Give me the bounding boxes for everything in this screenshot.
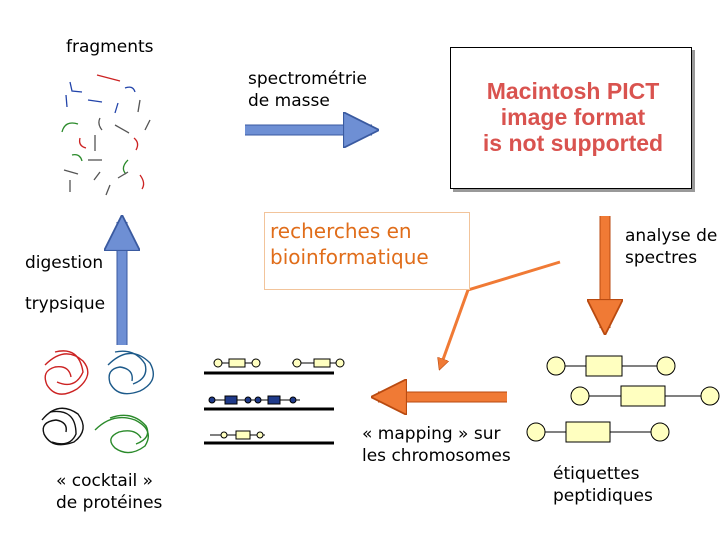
bioinformatics-label bbox=[270, 218, 429, 270]
pict-line-2: image format bbox=[500, 104, 646, 130]
cocktail-line-1: « cocktail » bbox=[56, 471, 154, 491]
fragments-label: fragments bbox=[66, 37, 154, 57]
trypsique-label: trypsique bbox=[25, 294, 106, 314]
pict-line-1: Macintosh PICT bbox=[486, 78, 660, 104]
mass-spec-line-2: de masse bbox=[248, 91, 330, 111]
pict-line-3: is not supported bbox=[482, 130, 664, 156]
spectra-analysis-line-1: analyse de bbox=[625, 226, 718, 246]
peptide-tags-icon bbox=[527, 356, 719, 442]
mapping-line-2: les chromosomes bbox=[362, 446, 511, 466]
peptide-fragments-icon bbox=[62, 75, 150, 195]
mass-spec-line-1: spectrométrie bbox=[248, 69, 367, 89]
digestion-label: digestion bbox=[25, 253, 104, 273]
bioinformatics-line-2: bioinformatique bbox=[270, 245, 429, 269]
spectra-analysis-line-2: spectres bbox=[625, 248, 698, 268]
protein-cocktail-icon bbox=[42, 351, 153, 453]
peptide-tags-line-1: étiquettes bbox=[553, 464, 640, 484]
chromosomes-icon bbox=[204, 359, 344, 443]
pict-unsupported-message bbox=[455, 78, 691, 156]
mapping-line-1: « mapping » sur bbox=[362, 424, 501, 444]
peptide-tags-label bbox=[553, 463, 653, 507]
spectra-analysis-label bbox=[625, 225, 717, 269]
cocktail-line-2: de protéines bbox=[56, 493, 163, 513]
cocktail-label bbox=[56, 470, 162, 514]
bioinformatics-line-1: recherches en bbox=[270, 219, 412, 243]
peptide-tags-line-2: peptidiques bbox=[553, 486, 653, 506]
mapping-label bbox=[362, 423, 511, 467]
mass-spec-label bbox=[248, 68, 367, 112]
